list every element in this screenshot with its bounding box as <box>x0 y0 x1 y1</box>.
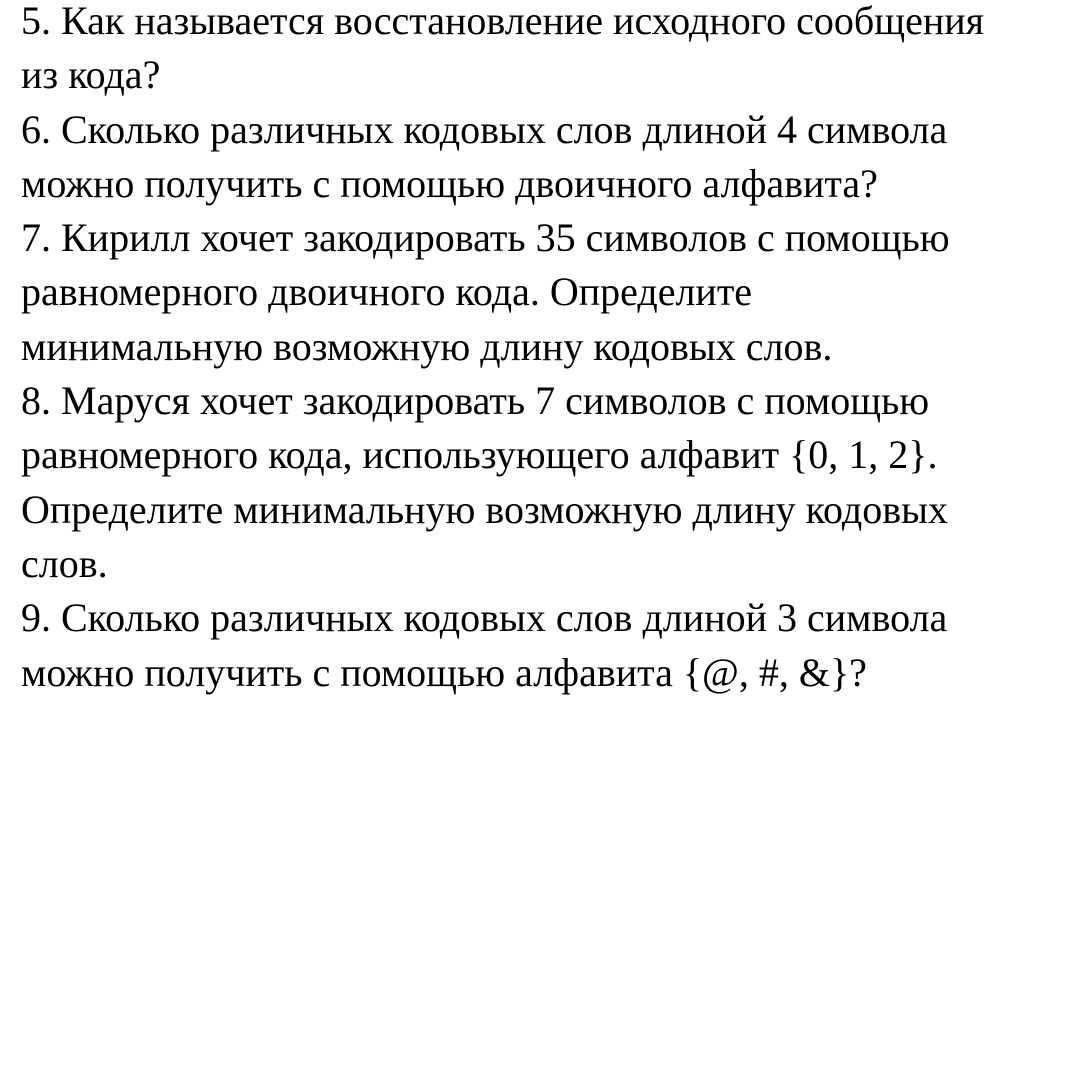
question-8-line-3: Определите минимальную возможную длину кодовых <box>21 486 948 532</box>
question-7-line-1: 7. Кирилл хочет закодировать 35 символов с помощью <box>21 215 950 261</box>
question-9-line-1: 9. Сколько различных кодовых слов длиной 3 символа <box>21 595 948 641</box>
question-6-line-1: 6. Сколько различных кодовых слов длиной 4 символа <box>21 106 948 152</box>
question-8-line-1: 8. Маруся хочет закодировать 7 символов с помощью <box>21 378 930 424</box>
question-5-line-1: 5. Как называется восстановление исходного сообщения <box>21 0 985 43</box>
question-9-line-2: можно получить с помощью алфавита {@, #, &}? <box>21 649 867 695</box>
question-5-line-2: из кода? <box>21 52 161 98</box>
question-7-line-2: равномерного двоичного кода. Определите <box>21 269 753 315</box>
question-6-line-2: можно получить с помощью двоичного алфавита? <box>21 160 878 206</box>
question-7-line-3: минимальную возможную длину кодовых слов. <box>21 323 833 369</box>
question-8-line-2: равномерного кода, использующего алфавит {0, 1, 2}. <box>21 432 938 478</box>
question-8-line-4: слов. <box>21 540 108 586</box>
question-list <box>21 0 1088 700</box>
